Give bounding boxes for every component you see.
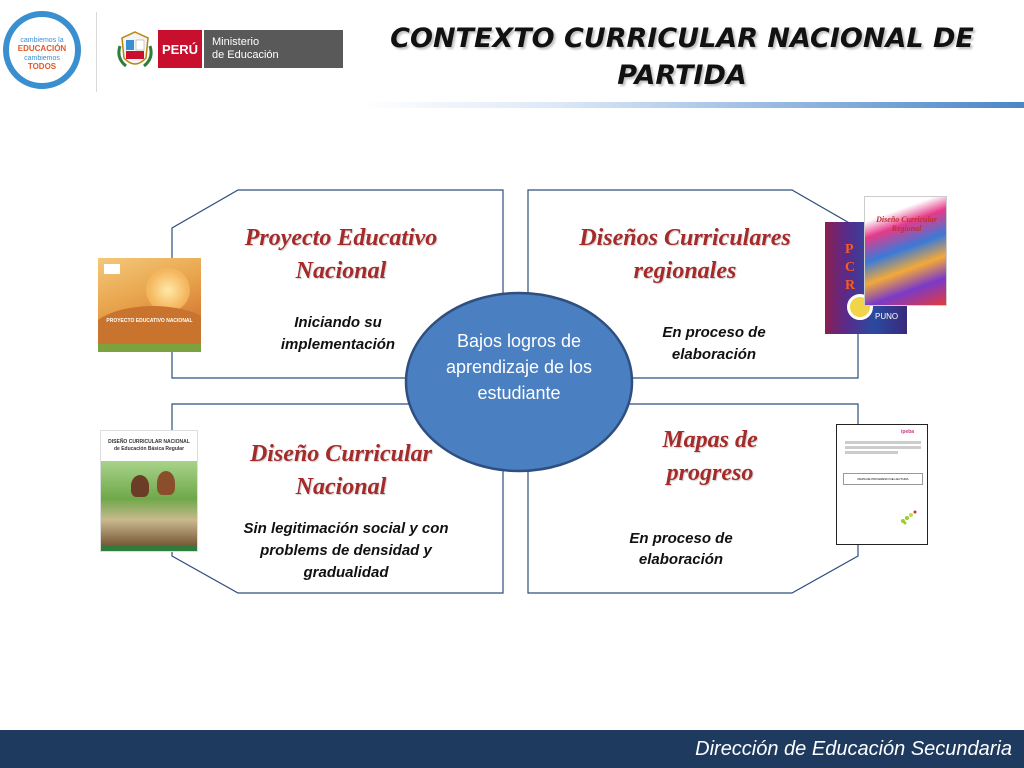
pen-book-logo: [104, 264, 120, 274]
dcr-regional-book-cover: [864, 196, 947, 306]
dcr-puno-caption: PUNO: [875, 312, 899, 321]
quadrant-note-dcn-line2: problems de densidad y: [260, 542, 432, 559]
pen-book-grass: [98, 344, 201, 352]
ministry-name-line2: de Educación: [212, 49, 279, 61]
quadrant-note-dcn: [222, 518, 470, 584]
quadrant-note-mapas-line1: En proceso de: [629, 530, 733, 547]
ministry-name-line1: Ministerio: [212, 36, 260, 48]
quadrant-note-pen: [258, 312, 418, 356]
svg-text:EDUCACIÓN: EDUCACIÓN: [17, 44, 67, 53]
mapas-doc-header-lines: [845, 441, 921, 454]
quadrant-note-pen-line1: Iniciando su: [294, 314, 382, 331]
center-ellipse-text: Bajos logros de aprendizaje de los estudiante: [445, 331, 593, 403]
mapas-doc-title: MAPA DE PROGRESO DE LECTURA: [843, 473, 923, 485]
pen-book-caption: PROYECTO EDUCATIVO NACIONAL: [106, 318, 193, 324]
dcn-book-child: [131, 475, 149, 497]
dcr-puno-letter: C: [845, 260, 856, 275]
quadrant-note-dcr-line2: elaboración: [671, 346, 757, 363]
dcr-puno-letter: P: [845, 242, 854, 257]
quadrant-title-pen-line1: Proyecto Educativo: [244, 225, 438, 251]
pen-book-cover: [98, 258, 201, 352]
page-title-line2: PARTIDA: [617, 60, 747, 91]
dcn-book-photo: [101, 461, 198, 545]
footer-text: Dirección de Educación Secundaria: [695, 738, 1012, 760]
footer-bar: [0, 730, 1024, 768]
quadrant-title-mapas-line2: progreso: [666, 460, 754, 486]
dcn-book-band: [101, 545, 198, 552]
ministry-country: PERÚ: [158, 30, 202, 68]
quadrant-title-dcr-line2: regionales: [633, 258, 737, 284]
svg-text:cambiemos: cambiemos: [24, 55, 60, 62]
quadrant-title-mapas-line1: Mapas de: [662, 427, 758, 453]
mapas-doc-dots: [899, 509, 919, 525]
dcn-book-cover: [100, 430, 198, 552]
svg-text:cambiemos la: cambiemos la: [20, 37, 64, 44]
mapas-doc-logo: ipeba: [901, 429, 915, 435]
dcn-book-child: [157, 471, 175, 495]
quadrant-title-pen-line2: Nacional: [295, 258, 387, 284]
quadrant-note-dcr: [636, 322, 792, 366]
dcr-puno-letter: R: [845, 278, 856, 293]
quadrant-title-dcn: [226, 438, 456, 504]
quadrant-note-pen-line2: implementación: [280, 336, 396, 353]
page-title-line1: CONTEXTO CURRICULAR NACIONAL DE: [390, 23, 974, 54]
svg-text:TODOS: TODOS: [27, 62, 57, 71]
dcn-book-caption: DISEÑO CURRICULAR NACIONAL de Educación Básica Regular: [108, 439, 190, 452]
quadrant-note-dcr-line1: En proceso de: [662, 324, 766, 341]
quadrant-note-mapas-line2: elaboración: [638, 551, 724, 568]
quadrant-title-dcn-line1: Diseño Curricular: [249, 441, 433, 467]
mapas-doc-cover: [836, 424, 928, 545]
quadrant-title-dcn-line2: Nacional: [295, 474, 387, 500]
quadrant-title-dcr: [556, 222, 814, 288]
quadrant-note-dcn-line3: gradualidad: [303, 564, 389, 581]
quadrant-note-dcn-line1: Sin legitimación social y con: [243, 520, 449, 537]
quadrant-title-mapas: [628, 424, 792, 490]
quadrant-title-dcr-line1: Diseños Curriculares: [579, 225, 791, 251]
quadrant-title-pen: [222, 222, 460, 288]
quadrant-note-mapas: [608, 528, 754, 570]
dcr-regional-caption: Diseño Curricular Regional: [876, 215, 937, 233]
